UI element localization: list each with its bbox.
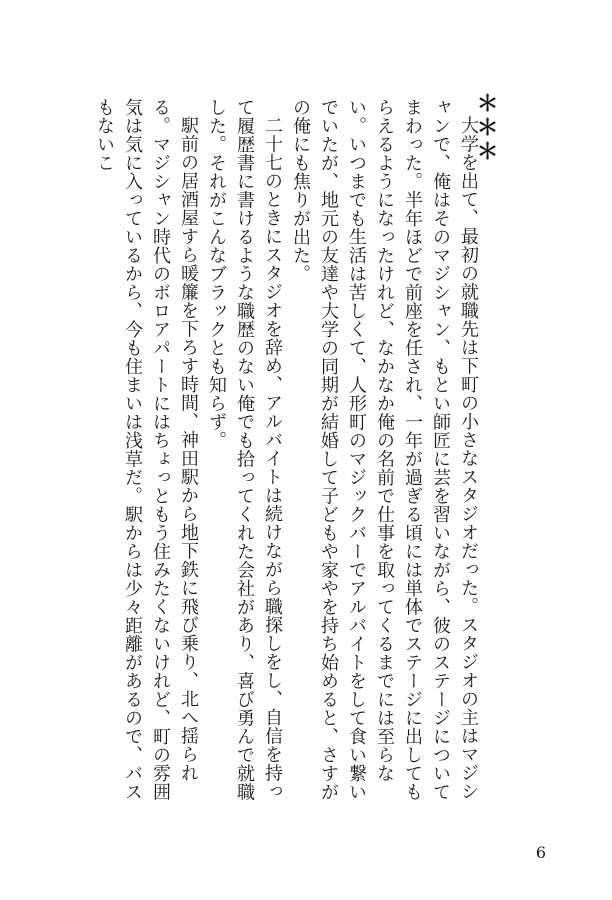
page-number: 6	[535, 843, 546, 862]
section-break-asterisms: ＊＊＊	[473, 92, 499, 164]
paragraph-1: 大学を出て、最初の就職先は下町の小さなスタジオだった。スタジオの主はマジシャンで、俺はそのマジシャン、もとい師匠に芸を習いながら、彼のステージについてまわった。半年ほどで前座を任され、一年が過ぎる頃には単体でステージに出してもらえるようになったけれど、なかなか俺の名前で仕事を取ってくるまでには至らない。いつまでも生活は苦しくて、人形町のマジックバーでアルバイトをして食い繋いでいたが、地元の友達や大学の同期が結婚して子どもや家やを持ち始めると、さすがの俺にも焦りが出た。	[290, 98, 479, 801]
paragraph-3: 駅前の居酒屋すら暖簾を下ろす時間、神田駅から地下鉄に飛び乗り、北へ揺られる。マジシャン時代のボロアパートにはちょっともう住みたくないけれど、町の雰囲気は気に入っているから、今も住まいは浅草だ。駅からは少々距離があるので、バスもないこ	[94, 98, 199, 801]
paragraph-2: 二十七のときにスタジオを辞め、アルバイトは続けながら職探しをし、自信を持って履歴書に書けるような職歴のない俺でも拾ってくれた会社があり、喜び勇んで就職した。それがこんなブラックとも知らず。	[206, 98, 283, 801]
vertical-text-body	[94, 98, 482, 818]
